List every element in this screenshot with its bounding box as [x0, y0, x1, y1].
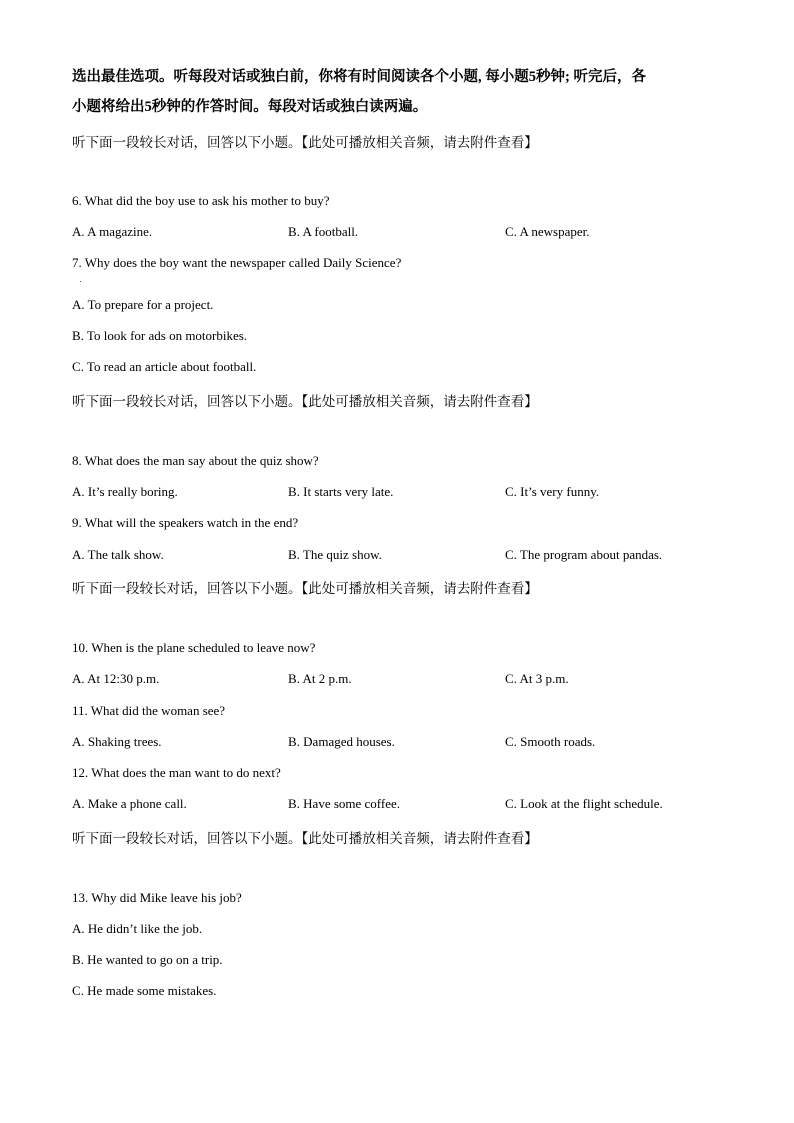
question-6-option-a: A. A magazine.	[72, 224, 153, 239]
stray-mark	[80, 281, 81, 282]
audio-prompt: 听下面一段较长对话，回答以下小题。【此处可播放相关音频，请去附件查看】	[72, 831, 538, 846]
question-13-option-a: A. He didn’t like the job.	[72, 921, 203, 936]
question-10-option-a: A. At 12:30 p.m.	[72, 671, 160, 686]
question-6-option-c: C. A newspaper.	[505, 224, 590, 239]
question-6-stem: 6. What did the boy use to ask his mother to buy?	[72, 193, 330, 208]
question-7-option-c: C. To read an article about football.	[72, 359, 257, 374]
question-13-option-c: C. He made some mistakes.	[72, 983, 217, 998]
question-10-option-c: C. At 3 p.m.	[505, 671, 569, 686]
question-7-stem: 7. Why does the boy want the newspaper called Daily Science?	[72, 255, 402, 270]
instructions-line-2: 小题将给出5秒钟的作答时间。每段对话或独白读两遍。	[72, 99, 428, 115]
instructions	[72, 62, 732, 122]
question-9-option-b: B. The quiz show.	[288, 547, 382, 562]
question-9-option-a: A. The talk show.	[72, 547, 164, 562]
question-11-stem: 11. What did the woman see?	[72, 703, 226, 718]
question-9-stem: 9. What will the speakers watch in the end?	[72, 515, 299, 530]
question-7-option-b: B. To look for ads on motorbikes.	[72, 328, 248, 343]
question-6-option-b: B. A football.	[288, 224, 359, 239]
question-7-option-a: A. To prepare for a project.	[72, 297, 214, 312]
question-12-stem: 12. What does the man want to do next?	[72, 765, 281, 780]
question-11-option-a: A. Shaking trees.	[72, 734, 162, 749]
instructions-line-1: 选出最佳选项。听每段对话或独白前，你将有时间阅读各个小题, 每小题5秒钟; 听完后，各	[72, 69, 646, 85]
question-8-option-b: B. It starts very late.	[288, 484, 394, 499]
audio-prompt: 听下面一段较长对话，回答以下小题。【此处可播放相关音频，请去附件查看】	[72, 135, 538, 150]
question-12-option-a: A. Make a phone call.	[72, 796, 187, 811]
audio-prompt: 听下面一段较长对话，回答以下小题。【此处可播放相关音频，请去附件查看】	[72, 581, 538, 596]
question-10-stem: 10. When is the plane scheduled to leave now?	[72, 640, 316, 655]
question-11-option-c: C. Smooth roads.	[505, 734, 596, 749]
question-13-option-b: B. He wanted to go on a trip.	[72, 952, 223, 967]
audio-prompt: 听下面一段较长对话，回答以下小题。【此处可播放相关音频，请去附件查看】	[72, 394, 538, 409]
question-8-option-a: A. It’s really boring.	[72, 484, 178, 499]
question-9-option-c: C. The program about pandas.	[505, 547, 663, 562]
question-12-option-b: B. Have some coffee.	[288, 796, 401, 811]
question-13-stem: 13. Why did Mike leave his job?	[72, 890, 242, 905]
question-8-stem: 8. What does the man say about the quiz show?	[72, 453, 319, 468]
question-12-option-c: C. Look at the flight schedule.	[505, 796, 663, 811]
question-10-option-b: B. At 2 p.m.	[288, 671, 352, 686]
question-11-option-b: B. Damaged houses.	[288, 734, 395, 749]
question-8-option-c: C. It’s very funny.	[505, 484, 600, 499]
